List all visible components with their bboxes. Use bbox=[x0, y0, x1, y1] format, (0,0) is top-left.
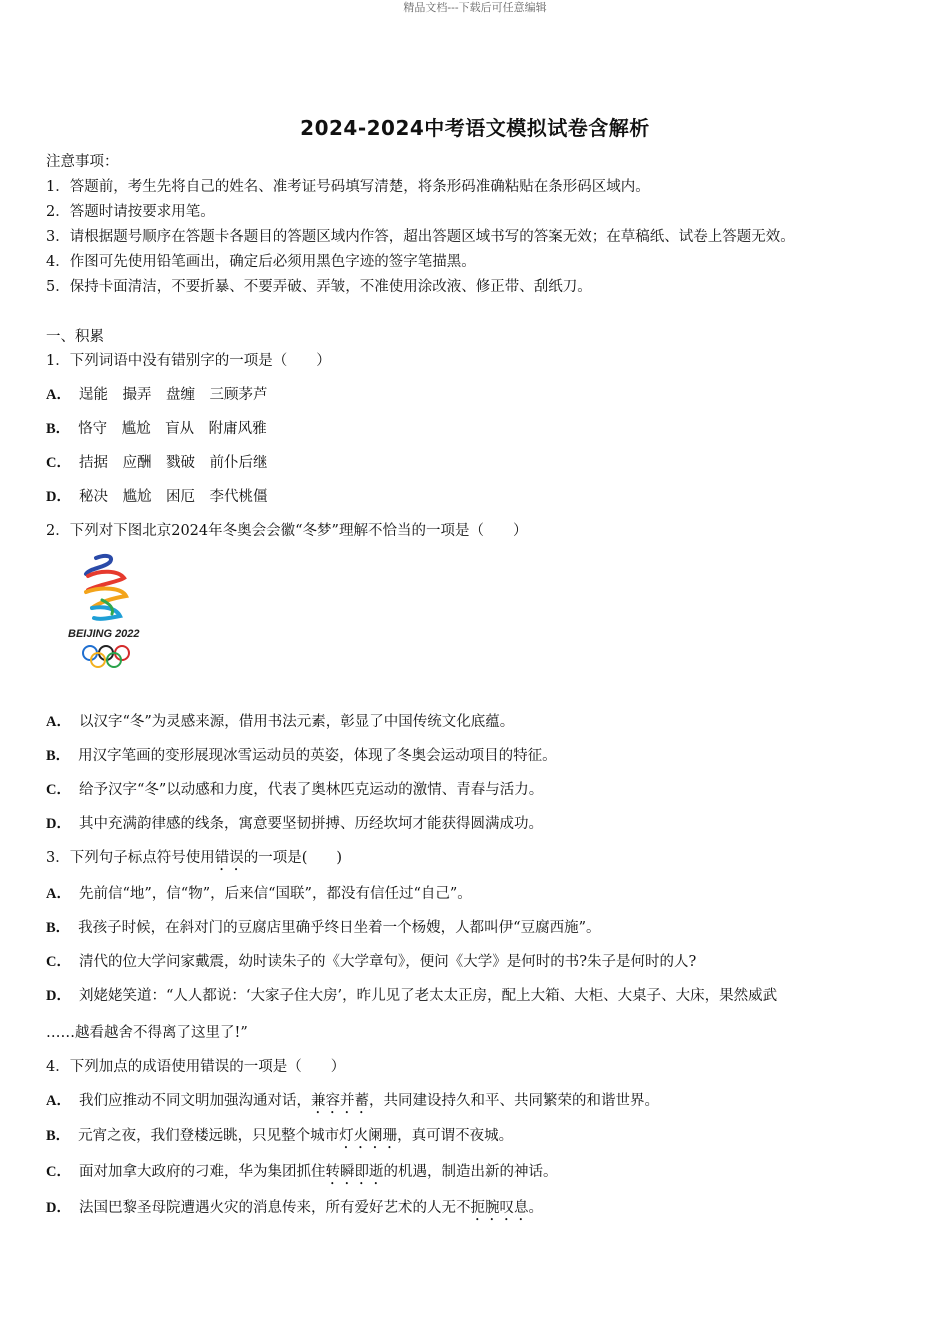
q1-option-b: B． 恪守 尴尬 盲从 附庸风雅 bbox=[46, 421, 267, 437]
q4-option-b: B． 元宵之夜，我们登楼远眺，只见整个城市灯火阑珊，真可谓不夜城。 bbox=[46, 1128, 514, 1144]
section-heading: 一、积累 bbox=[46, 329, 104, 345]
notice-item: 5．保持卡面清洁，不要折暴、不要弄破、弄皱，不准使用涂改液、修正带、刮纸刀。 bbox=[46, 279, 592, 295]
notice-item: 3．请根据题号顺序在答题卡各题目的答题区域内作答，超出答题区域书写的答案无效；在草稿纸、试卷上答题无效。 bbox=[46, 229, 795, 245]
emblem-wordmark: BEIJING 2022 bbox=[68, 628, 140, 640]
q1-option-a: A． 逞能 撮弄 盘缠 三顾茅芦 bbox=[46, 387, 268, 403]
document-title: 2024-2024中考语文模拟试卷含解析 bbox=[300, 116, 650, 140]
question-1-stem: 1．下列词语中没有错别字的一项是（ ） bbox=[46, 353, 331, 369]
q1-option-d: D． 秘决 尴尬 困厄 李代桃僵 bbox=[46, 489, 268, 505]
q2-option-c: C． 给予汉字“冬”以动感和力度，代表了奥林匹克运动的激情、青春与活力。 bbox=[46, 782, 544, 798]
page-header: 精品文档---下载后可任意编辑 bbox=[403, 1, 547, 14]
q2-option-a: A． 以汉字“冬”为灵感来源，借用书法元素，彰显了中国传统文化底蕴。 bbox=[46, 714, 515, 730]
q3-option-d: D． 刘姥姥笑道：“人人都说：‘大家子住大房’，昨儿见了老太太正房，配上大箱、大柜、大桌子、大床，果然威武 bbox=[46, 988, 778, 1004]
q3-option-b: B． 我孩子时候，在斜对门的豆腐店里确乎终日坐着一个杨嫂，人都叫伊“豆腐西施”。 bbox=[46, 920, 601, 936]
q1-option-c: C． 拮据 应酬 戮破 前仆后继 bbox=[46, 455, 268, 471]
notice-item: 4．作图可先使用铅笔画出，确定后必须用黑色字迹的签字笔描黑。 bbox=[46, 254, 476, 270]
notice-heading: 注意事项： bbox=[46, 154, 119, 170]
question-4-stem: 4．下列加点的成语使用错误的一项是（ ） bbox=[46, 1059, 346, 1075]
q3-option-c: C． 清代的位大学问家戴震，幼时读朱子的《大学章句》，便问《大学》是何时的书?朱子是何时的人? bbox=[46, 954, 697, 970]
q2-option-d: D． 其中充满韵律感的线条，寓意要坚韧拼搏、历经坎坷才能获得圆满成功。 bbox=[46, 816, 543, 832]
q4-option-a: A． 我们应推动不同文明加强沟通对话，兼容并蓄，共同建设持久和平、共同繁荣的和谐世界。 bbox=[46, 1093, 659, 1109]
beijing-2022-emblem bbox=[66, 552, 156, 677]
q4-option-d: D． 法国巴黎圣母院遭遇火灾的消息传来，所有爱好艺术的人无不扼腕叹息。 bbox=[46, 1200, 543, 1216]
notice-item: 2．答题时请按要求用笔。 bbox=[46, 204, 215, 220]
q3-option-d-continuation: ……越看越舍不得离了这里了!” bbox=[46, 1025, 248, 1041]
q2-option-b: B． 用汉字笔画的变形展现冰雪运动员的英姿，体现了冬奥会运动项目的特征。 bbox=[46, 748, 557, 764]
question-3-stem: 3．下列句子标点符号使用错误的一项是( ) bbox=[46, 850, 343, 866]
question-2-stem: 2．下列对下图北京2024年冬奥会会徽“冬梦”理解不恰当的一项是（ ） bbox=[46, 523, 528, 539]
q3-option-a: A． 先前信“地”，信“物”，后来信“国联”，都没有信任过“自己”。 bbox=[46, 886, 472, 902]
q4-option-c: C． 面对加拿大政府的刁难，华为集团抓住转瞬即逝的机遇，制造出新的神话。 bbox=[46, 1164, 558, 1180]
notice-item: 1．答题前，考生先将自己的姓名、准考证号码填写清楚，将条形码准确粘贴在条形码区域内。 bbox=[46, 179, 650, 195]
